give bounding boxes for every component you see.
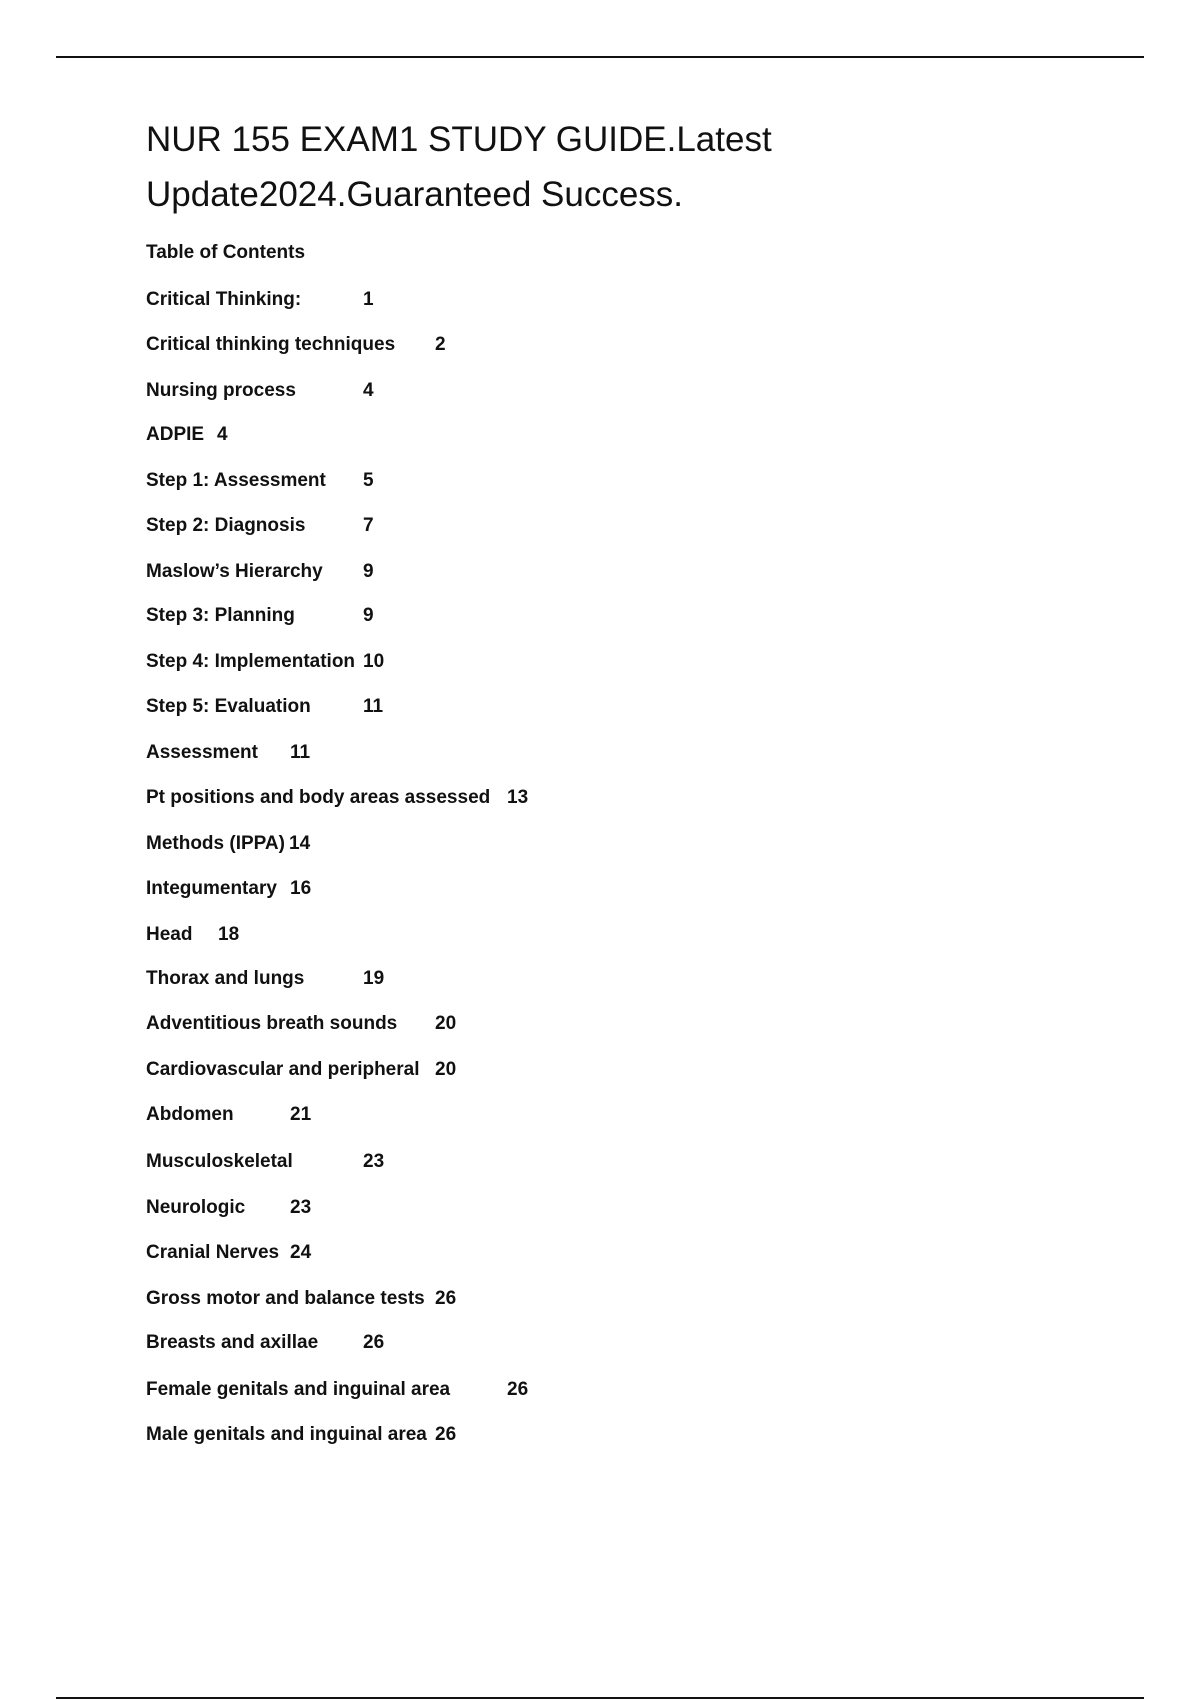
toc-entry-page: 11 bbox=[290, 742, 311, 763]
toc-entry-title: Musculoskeletal bbox=[146, 1151, 293, 1172]
toc-entry-title: Cardiovascular and peripheral bbox=[146, 1059, 420, 1080]
toc-entry-title: Cranial Nerves bbox=[146, 1242, 280, 1263]
toc-entry-title: Female genitals and inguinal area bbox=[146, 1379, 451, 1400]
toc-entry-page: 18 bbox=[218, 924, 240, 945]
toc-entry-page: 20 bbox=[435, 1059, 457, 1080]
toc-entry-page: 20 bbox=[435, 1013, 457, 1034]
toc-entry-title: Step 5: Evaluation bbox=[146, 696, 311, 717]
toc-entry-title: Nursing process bbox=[146, 380, 296, 401]
toc-entry-page: 26 bbox=[363, 1332, 385, 1353]
toc-entry-page: 16 bbox=[290, 878, 312, 899]
toc-entry-title: Abdomen bbox=[146, 1104, 234, 1125]
toc-entry-page: 10 bbox=[363, 651, 385, 672]
footer-rule bbox=[56, 1697, 1144, 1699]
toc-entry-page: 23 bbox=[290, 1197, 312, 1218]
toc-entry-title: Assessment bbox=[146, 742, 258, 763]
toc-entry-page: 23 bbox=[363, 1151, 385, 1172]
toc-entry-title: Critical thinking techniques bbox=[146, 334, 396, 355]
toc-entry-page: 14 bbox=[289, 833, 311, 854]
toc-entry-title: Pt positions and body areas assessed bbox=[146, 787, 491, 808]
toc-entry-page: 4 bbox=[217, 424, 228, 445]
toc-entry-page: 7 bbox=[363, 515, 374, 536]
toc-entry-page: 1 bbox=[363, 289, 374, 310]
toc-entry-title: Step 2: Diagnosis bbox=[146, 515, 306, 536]
toc-entry-page: 13 bbox=[507, 787, 529, 808]
toc-entry-page: 26 bbox=[435, 1424, 457, 1445]
toc-entry-title: Integumentary bbox=[146, 878, 277, 899]
toc-entry-title: Step 4: Implementation bbox=[146, 651, 356, 672]
toc-entry-page: 5 bbox=[363, 470, 374, 491]
toc-entry-page: 21 bbox=[290, 1104, 312, 1125]
toc-entry-title: Step 3: Planning bbox=[146, 605, 295, 626]
toc-entry-page: 19 bbox=[363, 968, 385, 989]
document-title-line-2: Update2024.Guaranteed Success. bbox=[146, 175, 684, 214]
toc-entry-title: Male genitals and inguinal area bbox=[146, 1424, 427, 1445]
toc-entry-title: Critical Thinking: bbox=[146, 289, 302, 310]
document-title bbox=[146, 112, 1046, 222]
toc-entry-title: Breasts and axillae bbox=[146, 1332, 319, 1353]
toc-heading: Table of Contents bbox=[146, 242, 306, 263]
toc-entry-page: 11 bbox=[363, 696, 384, 717]
document-title-line-1: NUR 155 EXAM1 STUDY GUIDE.Latest bbox=[146, 120, 772, 159]
toc-entry-page: 9 bbox=[363, 605, 374, 626]
toc-entry-title: Step 1: Assessment bbox=[146, 470, 326, 491]
toc-entry-title: Neurologic bbox=[146, 1197, 246, 1218]
toc-entry-title: Adventitious breath sounds bbox=[146, 1013, 398, 1034]
toc-entry-page: 26 bbox=[507, 1379, 529, 1400]
toc-entry-title: Maslow’s Hierarchy bbox=[146, 561, 323, 582]
toc-entry-title: Methods (IPPA) bbox=[146, 833, 285, 854]
toc-entry-title: Thorax and lungs bbox=[146, 968, 305, 989]
header-rule bbox=[56, 56, 1144, 58]
toc-entry-title: Gross motor and balance tests bbox=[146, 1288, 425, 1309]
toc-entry-page: 24 bbox=[290, 1242, 312, 1263]
toc-entry-title: ADPIE bbox=[146, 424, 205, 445]
toc-entry-title: Head bbox=[146, 924, 193, 945]
toc-entry-page: 4 bbox=[363, 380, 374, 401]
toc-entry-page: 2 bbox=[435, 334, 446, 355]
toc-entry-page: 26 bbox=[435, 1288, 457, 1309]
toc-entry-page: 9 bbox=[363, 561, 374, 582]
